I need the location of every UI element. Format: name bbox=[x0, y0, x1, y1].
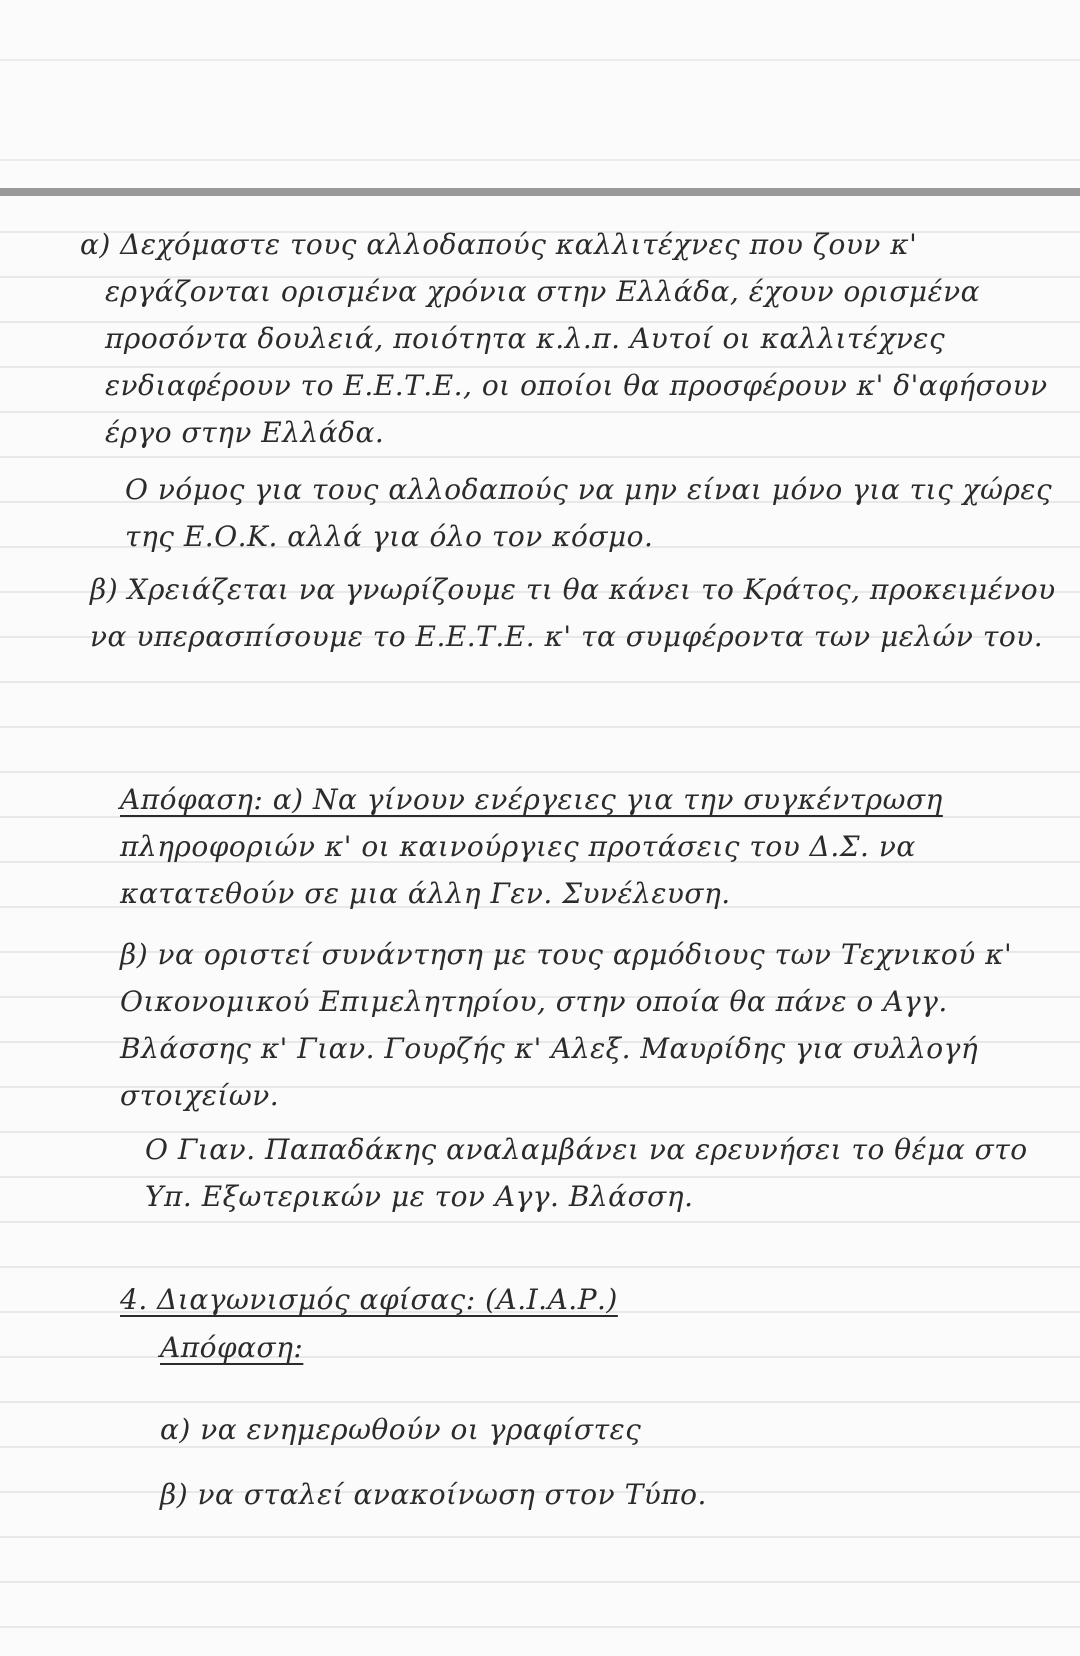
handwritten-line: Απόφαση: bbox=[160, 1331, 304, 1364]
handwritten-line: προσόντα δουλειά, ποιότητα κ.λ.π. Αυτοί οι καλλιτέχνες bbox=[105, 322, 946, 355]
header-band bbox=[0, 188, 1080, 196]
handwritten-line: ενδιαφέρουν το Ε.Ε.Τ.Ε., οι οποίοι θα προσφέρουν κ' δ'αφήσουν bbox=[105, 369, 1048, 402]
handwritten-line: της Ε.Ο.Κ. αλλά για όλο τον κόσμο. bbox=[125, 520, 654, 553]
handwritten-line: Οικονομικού Επιμελητηρίου, στην οποία θα πάνε ο Αγγ. bbox=[120, 985, 948, 1018]
handwritten-line: α) να ενημερωθούν οι γραφίστες bbox=[160, 1413, 642, 1446]
handwritten-line: Βλάσσης κ' Γιαν. Γουρζής κ' Αλεξ. Μαυρίδης για συλλογή bbox=[120, 1032, 979, 1065]
handwritten-line: β) να σταλεί ανακοίνωση στον Τύπο. bbox=[160, 1478, 707, 1511]
handwritten-line: κατατεθούν σε μια άλλη Γεν. Συνέλευση. bbox=[120, 877, 731, 910]
handwritten-line: εργάζονται ορισμένα χρόνια στην Ελλάδα, έχουν ορισμένα bbox=[105, 275, 981, 308]
handwritten-line: β) Χρειάζεται να γνωρίζουμε τι θα κάνει το Κράτος, προκειμένου bbox=[90, 573, 1056, 606]
handwritten-line: Ο Γιαν. Παπαδάκης αναλαμβάνει να ερευνήσει το θέμα στο bbox=[145, 1133, 1028, 1166]
handwritten-line: Απόφαση: α) Να γίνουν ενέργειες για την συγκέντρωση bbox=[120, 783, 943, 816]
top-faint-lines bbox=[0, 60, 1080, 160]
handwritten-line: έργο στην Ελλάδα. bbox=[105, 416, 385, 449]
handwritten-line: Ο νόμος για τους αλλοδαπούς να μην είναι μόνο για τις χώρες bbox=[125, 473, 1053, 506]
handwritten-line: α) Δεχόμαστε τους αλλοδαπούς καλλιτέχνες που ζουν κ' bbox=[80, 228, 918, 261]
handwritten-line: στοιχείων. bbox=[120, 1079, 280, 1112]
handwritten-line: Υπ. Εξωτερικών με τον Αγγ. Βλάσση. bbox=[145, 1180, 694, 1213]
handwritten-line: 4. Διαγωνισμός αφίσας: (Α.Ι.Α.Ρ.) bbox=[120, 1283, 618, 1316]
handwritten-line: πληροφοριών κ' οι καινούργιες προτάσεις του Δ.Σ. να bbox=[120, 830, 916, 863]
handwritten-line: να υπερασπίσουμε το Ε.Ε.Τ.Ε. κ' τα συμφέροντα των μελών του. bbox=[90, 620, 1044, 653]
handwritten-line: β) να οριστεί συνάντηση με τους αρμόδιους των Τεχνικού κ' bbox=[120, 938, 1013, 971]
